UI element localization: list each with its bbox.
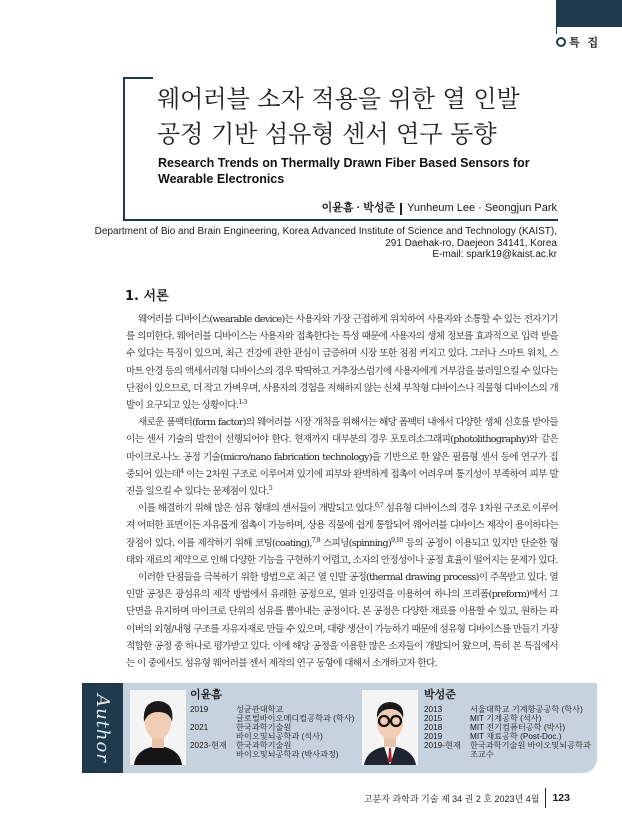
history-line: 한국과학기술원 바이오및뇌공학과: [470, 741, 591, 750]
paragraph: [126, 414, 558, 500]
author-bio: [190, 689, 354, 759]
history-line: 글로벌바이오메디컬공학과 (학사): [236, 714, 355, 723]
history-line: 서울대학교 기계항공공학 (학사): [470, 705, 583, 714]
author-separator: [400, 203, 402, 215]
title-line: 웨어러블 소자 적용을 위한 열 인발: [157, 85, 520, 113]
author-name: 박성준: [424, 689, 456, 701]
history-row: [190, 723, 354, 741]
text-run: 이러한 단점들을 극복하기 위한 방법으로 최근 열 인발 공정(thermal drawing process)이 주목받고 있다. 열 인발 공정은 광섬유의 제작 방법에서 유래한 공정으로, 열과 인장력을 이용하여 하나의 프리폼(preform)에서 그 단면을 유지하며 마이크로 단위의 섬유를 뽑아내는 공정이다. 본 공정은 다양한 재료를 이용할 수 있고, 원하는 파이버의 외형/내형 구조를 자유자재로 만들 수 있으며, 대량 생산이 가능하기 때문에 섬유형 디바이스를 만들기 가장 적합한 공정 중 하나로 평가받고 있다. 이에 해당 공정을 이용한 많은 소자들이 개발되어 왔으며, 특히 본 특집에서는 이 중에서도 섬유형 웨어러블 센서 제작의 연구 동향에 대해서 소개하고자 한다.: [126, 572, 558, 670]
body-text: [126, 311, 558, 672]
history-detail: [470, 723, 591, 732]
subtitle-line: Wearable Electronics: [158, 172, 285, 186]
paragraph: [126, 500, 558, 569]
section-tag-label: 특 집: [569, 36, 601, 49]
history-detail: [236, 705, 354, 723]
history-year: 2019-현재: [424, 741, 461, 750]
citation: 5: [268, 483, 273, 492]
affiliation-line: 291 Daehak-ro, Daejeon 34141, Korea: [385, 237, 557, 249]
history-row: [424, 723, 591, 732]
history-line: MIT 전기컴퓨터공학 (박사): [470, 723, 566, 732]
paragraph: [126, 311, 558, 414]
history-year: 2018: [424, 723, 443, 732]
history-row: [190, 741, 354, 759]
authors-english: Yunheum Lee · Seongjun Park: [407, 202, 557, 214]
title-line: 공정 기반 섬유형 센서 연구 동향: [157, 120, 497, 148]
history-line: MIT 재료공학 (Post-Doc.): [470, 732, 562, 741]
history-detail: [470, 741, 591, 759]
history-detail: [236, 741, 354, 759]
header-corner-block: [556, 0, 622, 27]
history-year: 2021: [190, 723, 209, 732]
paragraph: [126, 569, 558, 672]
history-year: 2023-현재: [190, 741, 227, 750]
history-row: [424, 705, 591, 714]
history-year: 2019: [190, 705, 209, 714]
text-run: 등의 공정이 이용되고 있지만 단순한 형태와 재료의 제약으로 인해 다양한 기능을 구현하기 어렵고, 소자의 안정성이나 공정 효율이 떨어지는 문제가 있다.: [126, 537, 558, 566]
author-history: [190, 705, 354, 759]
history-detail: [470, 714, 591, 723]
history-line: 바이오및뇌공학과 (석사): [236, 732, 323, 741]
text-run: 섬유형 디바이스의 경우 1차원 구조로 이루어져 어떠한 표면이든 자유롭게 접촉이 가능하며, 상용 직물에 쉽게 통합되어 웨어러블 디바이스 제작이 용이하다는 장점이 있다. 이를 제작하기 위해 코팅(coating),: [126, 503, 558, 549]
history-detail: [470, 732, 591, 741]
history-detail: [470, 705, 591, 714]
citation: 6,7: [374, 501, 384, 510]
history-row: [424, 714, 591, 723]
circle-bullet-icon: [556, 37, 566, 47]
author-history: [424, 705, 591, 759]
history-line: 한국과학기술원: [236, 741, 292, 750]
author-bio: [424, 689, 591, 759]
title-bracket-top: [123, 77, 153, 79]
author-line: [322, 202, 557, 215]
title-bracket-bottom: [123, 219, 558, 221]
history-year: 2015: [424, 714, 443, 723]
author-photo: [362, 690, 418, 765]
section-tag: [556, 34, 600, 50]
author-name: 이윤흠: [190, 689, 222, 701]
history-line: 한국과학기술원: [236, 723, 292, 732]
author-photo: [130, 690, 186, 765]
author-label: Author: [92, 693, 114, 763]
english-title: [158, 155, 530, 187]
citation: 9,10: [391, 535, 403, 544]
citation: 7,8: [311, 535, 320, 544]
history-line: 성균관대학교: [236, 705, 284, 714]
history-year: 2013: [424, 705, 443, 714]
section-heading: 1. 서론: [125, 289, 169, 304]
header-divider: [556, 0, 557, 34]
journal-info: 고분자 과학과 기술 제 34 권 2 호 2023년 4월: [363, 793, 540, 804]
korean-title: [157, 82, 520, 152]
text-run: 스피닝(spinning): [319, 537, 392, 549]
history-row: [424, 741, 591, 759]
text-run: 새로운 폼팩터(form factor)의 웨어러블 시장 개척을 위해서는 해당 폼팩터 내에서 다양한 생체 신호를 받아들이는 센서 기술의 발전이 선행되어야 한다. 현재까지 대부분의 경우 포토리소그래피(photolithography)와 같은 마이크로-나노 공정 기술(micro/nano fabrication technology)을 기반으로 한 얇은 필름형 센서 등에 연구가 집중되어 있는데: [126, 417, 558, 480]
affiliation: [95, 226, 557, 261]
affiliation-line: Department of Bio and Brain Engineering, Korea Advanced Institute of Science and Technology (KAIST),: [94, 226, 557, 237]
history-year: 2019: [424, 732, 443, 741]
text-run: 이를 해결하기 위해 많은 섬유 형태의 센서들이 개발되고 있다.: [138, 503, 375, 515]
email: E-mail: spark19@kaist.ac.kr: [432, 249, 557, 260]
title-bracket: [123, 77, 125, 221]
page-footer: [364, 788, 570, 808]
text-run: 웨어러블 디바이스(wearable device)는 사용자와 가장 근접하게 위치하여 사용자와 소통할 수 있는 전자기기를 의미한다. 웨어러블 디바이스는 사용자와 접촉한다는 특성 때문에 사용자의 생체 정보를 효과적으로 입력 받을 수 있다는 특징이 있으며, 최근 건강에 관한 관심이 급증하며 시장 또한 점점 커지고 있다. 그러나 스마트 워치, 스마트 안경 등의 액세서리형 디바이스의 경우 딱딱하고 거추장스럽기에 사용자에게 거부감을 불러일으킬 수 있다는 단점이 있으므로, 더 작고 가벼우며, 사용자의 경험을 저해하지 않는 신체 부착형 디바이스나 직물형 디바이스의 개발이 요구되고 있는 상황이다.: [126, 314, 558, 412]
history-row: [424, 732, 591, 741]
history-line: MIT 기계공학 (석사): [470, 714, 542, 723]
citation: 1-3: [238, 397, 247, 406]
footer-divider: [545, 788, 546, 808]
subtitle-line: Research Trends on Thermally Drawn Fiber Based Sensors for: [158, 156, 530, 170]
authors-korean: 이윤흠 · 박성준: [321, 202, 396, 214]
citation: 4: [180, 466, 184, 475]
history-row: [190, 705, 354, 723]
text-run: 이는 2차원 구조로 이루어져 있기에 피부와 완벽하게 접촉이 어려우며 통기성이 부족하여 피부 발진을 일으킬 수 있다는 문제점이 있다.: [126, 468, 558, 498]
history-line: 바이오및뇌공학과 (박사과정): [236, 750, 339, 759]
page-number: 123: [552, 792, 570, 804]
history-line: 조교수: [470, 750, 494, 759]
history-detail: [236, 723, 354, 741]
